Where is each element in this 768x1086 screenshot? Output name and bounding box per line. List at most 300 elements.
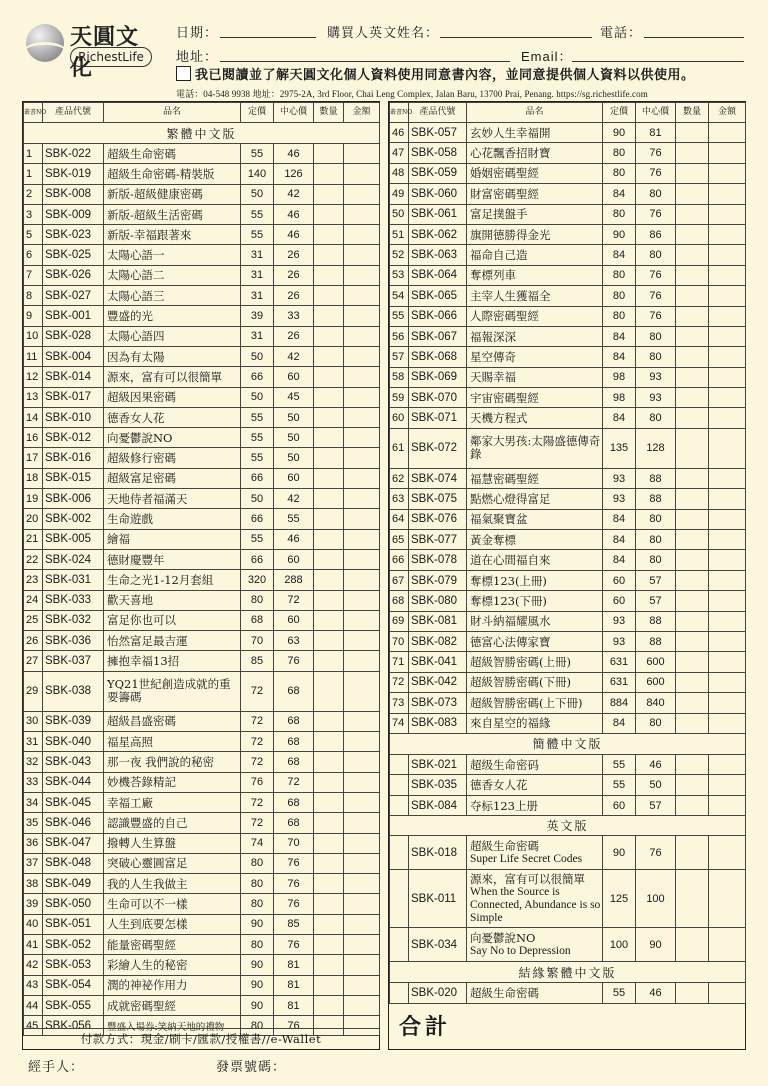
quantity-input[interactable] [676, 428, 709, 468]
row-number: 13 [24, 387, 43, 407]
quantity-input[interactable] [676, 713, 709, 733]
quantity-input[interactable] [314, 610, 344, 630]
row-number: 53 [390, 265, 409, 285]
amount-input[interactable] [709, 428, 746, 468]
logo-swoosh-icon [22, 42, 68, 65]
quantity-input[interactable] [314, 995, 344, 1015]
quantity-input[interactable] [676, 693, 709, 713]
amount-input[interactable] [709, 367, 746, 387]
quantity-input[interactable] [676, 143, 709, 163]
table-row [390, 367, 746, 387]
table-row [390, 870, 746, 928]
amount-input[interactable] [344, 894, 380, 914]
product-code: SBK-028 [43, 326, 104, 346]
quantity-input[interactable] [314, 184, 344, 204]
amount-input[interactable] [344, 468, 380, 488]
quantity-input[interactable] [314, 955, 344, 975]
quantity-input[interactable] [676, 928, 709, 962]
row-number: 63 [390, 489, 409, 509]
row-number: 5 [24, 225, 43, 245]
amount-input[interactable] [344, 184, 380, 204]
address-field[interactable] [220, 61, 510, 62]
date-field[interactable] [220, 37, 316, 38]
amount-input[interactable] [709, 550, 746, 570]
quantity-input[interactable] [314, 489, 344, 509]
product-code: SBK-067 [409, 326, 467, 346]
list-price: 80 [241, 934, 274, 954]
amount-input[interactable] [344, 367, 380, 387]
row-number: 11 [24, 346, 43, 366]
row-number: 30 [24, 711, 43, 731]
quantity-input[interactable] [676, 509, 709, 529]
table-row [24, 995, 380, 1015]
list-price: 66 [241, 549, 274, 569]
list-price: 76 [241, 772, 274, 792]
amount-input[interactable] [344, 387, 380, 407]
quantity-input[interactable] [676, 631, 709, 651]
center-price: 85 [274, 914, 314, 934]
row-number: 56 [390, 326, 409, 346]
quantity-input[interactable] [676, 286, 709, 306]
amount-input[interactable] [344, 590, 380, 610]
row-number: 67 [390, 570, 409, 590]
quantity-input[interactable] [314, 448, 344, 468]
amount-input[interactable] [344, 144, 380, 164]
quantity-input[interactable] [314, 631, 344, 651]
row-number: 24 [24, 590, 43, 610]
row-number: 41 [24, 934, 43, 954]
product-name: 成就密碼聖經 [104, 995, 241, 1015]
amount-input[interactable] [709, 713, 746, 733]
quantity-input[interactable] [314, 590, 344, 610]
quantity-input[interactable] [314, 326, 344, 346]
product-name: 超級昌盛密碼 [104, 711, 241, 731]
amount-input[interactable] [709, 652, 746, 672]
product-name: 奪標123(上冊) [467, 570, 603, 590]
quantity-input[interactable] [676, 123, 709, 143]
list-price: 90 [603, 224, 636, 244]
product-code: SBK-074 [409, 468, 467, 488]
product-code: SBK-032 [43, 610, 104, 630]
list-price: 50 [241, 184, 274, 204]
quantity-input[interactable] [314, 874, 344, 894]
quantity-input[interactable] [676, 468, 709, 488]
list-price: 98 [603, 367, 636, 387]
center-price: 80 [636, 326, 676, 346]
amount-input[interactable] [344, 813, 380, 833]
product-name: 繪福 [104, 529, 241, 549]
amount-input[interactable] [709, 489, 746, 509]
quantity-input[interactable] [314, 346, 344, 366]
row-number [390, 836, 409, 870]
quantity-input[interactable] [314, 367, 344, 387]
row-number: 27 [24, 651, 43, 671]
center-price: 88 [636, 489, 676, 509]
amount-input[interactable] [344, 570, 380, 590]
amount-input[interactable] [709, 983, 746, 1004]
amount-input[interactable] [344, 651, 380, 671]
quantity-input[interactable] [314, 245, 344, 265]
product-name: 奪標列車 [467, 265, 603, 285]
product-code: SBK-035 [409, 775, 467, 796]
row-number: 31 [24, 732, 43, 752]
amount-input[interactable] [709, 775, 746, 796]
amount-input[interactable] [344, 955, 380, 975]
quantity-input[interactable] [314, 671, 344, 711]
amount-input[interactable] [709, 795, 746, 816]
quantity-input[interactable] [676, 489, 709, 509]
product-code: SBK-025 [43, 245, 104, 265]
quantity-input[interactable] [314, 164, 344, 184]
quantity-input[interactable] [314, 549, 344, 569]
row-number: 37 [24, 853, 43, 873]
product-name: 妙機荅錄精記 [104, 772, 241, 792]
quantity-input[interactable] [676, 795, 709, 816]
product-code: SBK-016 [43, 448, 104, 468]
quantity-input[interactable] [676, 652, 709, 672]
row-number: 34 [24, 792, 43, 812]
quantity-input[interactable] [676, 367, 709, 387]
quantity-input[interactable] [676, 184, 709, 204]
center-price: 68 [274, 752, 314, 772]
amount-input[interactable] [709, 468, 746, 488]
quantity-input[interactable] [676, 611, 709, 631]
col-no: 叢書NO [24, 103, 43, 123]
center-price: 128 [636, 428, 676, 468]
amount-input[interactable] [709, 408, 746, 428]
quantity-input[interactable] [314, 225, 344, 245]
product-code: SBK-015 [43, 468, 104, 488]
table-row [390, 983, 746, 1004]
amount-input[interactable] [344, 631, 380, 651]
list-price: 100 [603, 928, 636, 962]
quantity-input[interactable] [676, 591, 709, 611]
amount-input[interactable] [709, 204, 746, 224]
product-name-cn: 源來，富有可以很簡單 [470, 871, 585, 886]
product-code: SBK-070 [409, 388, 467, 408]
row-number: 18 [24, 468, 43, 488]
quantity-input[interactable] [314, 529, 344, 549]
table-row [24, 732, 380, 752]
quantity-input[interactable] [314, 387, 344, 407]
quantity-input[interactable] [314, 265, 344, 285]
quantity-input[interactable] [314, 306, 344, 326]
amount-input[interactable] [709, 245, 746, 265]
product-code: SBK-040 [43, 732, 104, 752]
product-code: SBK-001 [43, 306, 104, 326]
product-code: SBK-059 [409, 163, 467, 183]
center-price: 80 [636, 408, 676, 428]
amount-input[interactable] [344, 772, 380, 792]
consent-checkbox[interactable] [176, 66, 191, 81]
center-price: 76 [274, 853, 314, 873]
product-name: 向憂鬱說NO [104, 428, 241, 448]
amount-input[interactable] [344, 752, 380, 772]
row-number [390, 870, 409, 928]
row-number: 10 [24, 326, 43, 346]
center-price: 88 [636, 631, 676, 651]
email-field[interactable] [572, 61, 744, 62]
amount-input[interactable] [709, 836, 746, 870]
product-code: SBK-063 [409, 245, 467, 265]
row-number: 51 [390, 224, 409, 244]
table-row [390, 795, 746, 816]
row-number: 58 [390, 367, 409, 387]
amount-input[interactable] [344, 286, 380, 306]
product-name: 玄妙人生幸福開 [467, 123, 603, 143]
col-code: 產品代號 [43, 103, 104, 123]
center-price: 840 [636, 693, 676, 713]
row-number: 23 [24, 570, 43, 590]
amount-input[interactable] [709, 611, 746, 631]
quantity-input[interactable] [676, 163, 709, 183]
list-price: 66 [241, 367, 274, 387]
amount-input[interactable] [709, 672, 746, 692]
quantity-input[interactable] [676, 347, 709, 367]
amount-input[interactable] [344, 204, 380, 224]
amount-input[interactable] [344, 853, 380, 873]
quantity-input[interactable] [314, 711, 344, 731]
product-name: 德財慶豐年 [104, 549, 241, 569]
table-row [24, 792, 380, 812]
table-row [390, 123, 746, 143]
center-price: 46 [636, 754, 676, 775]
row-number: 57 [390, 347, 409, 367]
product-code: SBK-045 [43, 792, 104, 812]
list-price: 50 [241, 489, 274, 509]
amount-input[interactable] [344, 428, 380, 448]
list-price: 55 [241, 448, 274, 468]
product-code: SBK-014 [43, 367, 104, 387]
row-number: 44 [24, 995, 43, 1015]
section-header [390, 962, 746, 983]
amount-input[interactable] [344, 549, 380, 569]
col-code: 產品代號 [409, 103, 467, 123]
amount-input[interactable] [709, 347, 746, 367]
list-price: 93 [603, 631, 636, 651]
amount-input[interactable] [344, 914, 380, 934]
amount-input[interactable] [344, 732, 380, 752]
center-price: 600 [636, 652, 676, 672]
quantity-input[interactable] [676, 388, 709, 408]
list-price: 74 [241, 833, 274, 853]
list-price: 135 [603, 428, 636, 468]
amount-input[interactable] [344, 326, 380, 346]
amount-input[interactable] [344, 407, 380, 427]
list-price: 90 [603, 123, 636, 143]
quantity-input[interactable] [314, 853, 344, 873]
quantity-input[interactable] [676, 836, 709, 870]
quantity-input[interactable] [314, 975, 344, 995]
amount-input[interactable] [709, 631, 746, 651]
quantity-input[interactable] [676, 224, 709, 244]
quantity-input[interactable] [314, 732, 344, 752]
quantity-input[interactable] [314, 813, 344, 833]
quantity-input[interactable] [676, 530, 709, 550]
quantity-input[interactable] [314, 144, 344, 164]
table-row [24, 367, 380, 387]
quantity-input[interactable] [676, 754, 709, 775]
quantity-input[interactable] [676, 245, 709, 265]
product-code: SBK-080 [409, 591, 467, 611]
quantity-input[interactable] [676, 870, 709, 928]
table-row [390, 550, 746, 570]
table-row [24, 184, 380, 204]
amount-input[interactable] [709, 123, 746, 143]
amount-input[interactable] [709, 754, 746, 775]
amount-input[interactable] [344, 671, 380, 711]
product-name: 超級智勝密碼(上冊) [467, 652, 603, 672]
amount-input[interactable] [344, 874, 380, 894]
product-code: SBK-073 [409, 693, 467, 713]
list-price: 72 [241, 752, 274, 772]
product-code: SBK-008 [43, 184, 104, 204]
center-price: 600 [636, 672, 676, 692]
amount-input[interactable] [344, 711, 380, 731]
amount-input[interactable] [709, 509, 746, 529]
quantity-input[interactable] [314, 894, 344, 914]
product-name: 超級富足密碼 [104, 468, 241, 488]
row-number: 46 [390, 123, 409, 143]
amount-input[interactable] [344, 245, 380, 265]
quantity-input[interactable] [314, 204, 344, 224]
row-number: 2 [24, 184, 43, 204]
row-number: 60 [390, 408, 409, 428]
phone-field[interactable] [644, 37, 744, 38]
amount-input[interactable] [344, 792, 380, 812]
quantity-input[interactable] [314, 509, 344, 529]
center-price: 42 [274, 184, 314, 204]
product-code: SBK-083 [409, 713, 467, 733]
quantity-input[interactable] [314, 286, 344, 306]
product-code: SBK-022 [43, 144, 104, 164]
product-code: SBK-042 [409, 672, 467, 692]
amount-input[interactable] [344, 448, 380, 468]
amount-input[interactable] [344, 509, 380, 529]
quantity-input[interactable] [676, 265, 709, 285]
list-price: 84 [603, 550, 636, 570]
product-name: 富足你也可以 [104, 610, 241, 630]
list-price: 90 [241, 914, 274, 934]
quantity-input[interactable] [676, 983, 709, 1004]
center-price: 288 [274, 570, 314, 590]
product-code: SBK-064 [409, 265, 467, 285]
col-no: 叢書NO [390, 103, 409, 123]
amount-input[interactable] [709, 693, 746, 713]
table-row [390, 509, 746, 529]
product-name: 幸福工廠 [104, 792, 241, 812]
amount-input[interactable] [344, 306, 380, 326]
logo-chinese: 天圓文化 [70, 24, 140, 81]
amount-input[interactable] [344, 995, 380, 1015]
quantity-input[interactable] [314, 428, 344, 448]
quantity-input[interactable] [676, 570, 709, 590]
quantity-input[interactable] [314, 792, 344, 812]
amount-input[interactable] [709, 591, 746, 611]
quantity-input[interactable] [314, 752, 344, 772]
amount-input[interactable] [709, 143, 746, 163]
row-number [390, 795, 409, 816]
amount-input[interactable] [709, 306, 746, 326]
quantity-input[interactable] [314, 468, 344, 488]
amount-input[interactable] [709, 286, 746, 306]
consent-text: 我已閱讀並了解天圓文化個人資料使用同意書內容，並同意提供個人資料以供使用。 [195, 68, 695, 83]
amount-input[interactable] [344, 833, 380, 853]
list-price: 80 [241, 894, 274, 914]
table-row [24, 549, 380, 569]
list-price: 39 [241, 306, 274, 326]
section-title: 繁體中文版 [24, 123, 380, 144]
list-price: 93 [603, 611, 636, 631]
list-price: 631 [603, 672, 636, 692]
amount-input[interactable] [344, 164, 380, 184]
center-price: 26 [274, 265, 314, 285]
amount-input[interactable] [709, 928, 746, 962]
quantity-input[interactable] [676, 672, 709, 692]
center-price: 72 [274, 590, 314, 610]
center-price: 50 [636, 775, 676, 796]
quantity-input[interactable] [314, 407, 344, 427]
amount-input[interactable] [344, 225, 380, 245]
col-price: 定價 [241, 103, 274, 123]
amount-input[interactable] [709, 184, 746, 204]
amount-input[interactable] [709, 163, 746, 183]
amount-input[interactable] [709, 870, 746, 928]
buyer-name-field[interactable] [440, 37, 592, 38]
center-price: 76 [636, 265, 676, 285]
amount-input[interactable] [709, 388, 746, 408]
quantity-input[interactable] [314, 934, 344, 954]
amount-input[interactable] [709, 570, 746, 590]
quantity-input[interactable] [314, 570, 344, 590]
row-number: 36 [24, 833, 43, 853]
amount-input[interactable] [344, 529, 380, 549]
quantity-input[interactable] [676, 550, 709, 570]
quantity-input[interactable] [676, 306, 709, 326]
amount-input[interactable] [344, 975, 380, 995]
row-number: 70 [390, 631, 409, 651]
quantity-input[interactable] [314, 914, 344, 934]
quantity-input[interactable] [676, 326, 709, 346]
product-code: SBK-023 [43, 225, 104, 245]
amount-input[interactable] [709, 265, 746, 285]
amount-input[interactable] [709, 326, 746, 346]
quantity-input[interactable] [676, 204, 709, 224]
table-row [390, 224, 746, 244]
row-number: 55 [390, 306, 409, 326]
table-row [24, 509, 380, 529]
product-name: 夺标123上册 [467, 795, 603, 816]
row-number: 14 [24, 407, 43, 427]
quantity-input[interactable] [314, 651, 344, 671]
amount-input[interactable] [344, 489, 380, 509]
quantity-input[interactable] [314, 833, 344, 853]
amount-input[interactable] [709, 224, 746, 244]
product-code: SBK-050 [43, 894, 104, 914]
row-number: 48 [390, 163, 409, 183]
table-row [390, 672, 746, 692]
amount-input[interactable] [344, 934, 380, 954]
amount-input[interactable] [344, 346, 380, 366]
table-row [24, 853, 380, 873]
quantity-input[interactable] [676, 408, 709, 428]
quantity-input[interactable] [676, 775, 709, 796]
amount-input[interactable] [344, 610, 380, 630]
row-number [390, 928, 409, 962]
amount-input[interactable] [709, 530, 746, 550]
amount-input[interactable] [344, 265, 380, 285]
quantity-input[interactable] [314, 772, 344, 792]
